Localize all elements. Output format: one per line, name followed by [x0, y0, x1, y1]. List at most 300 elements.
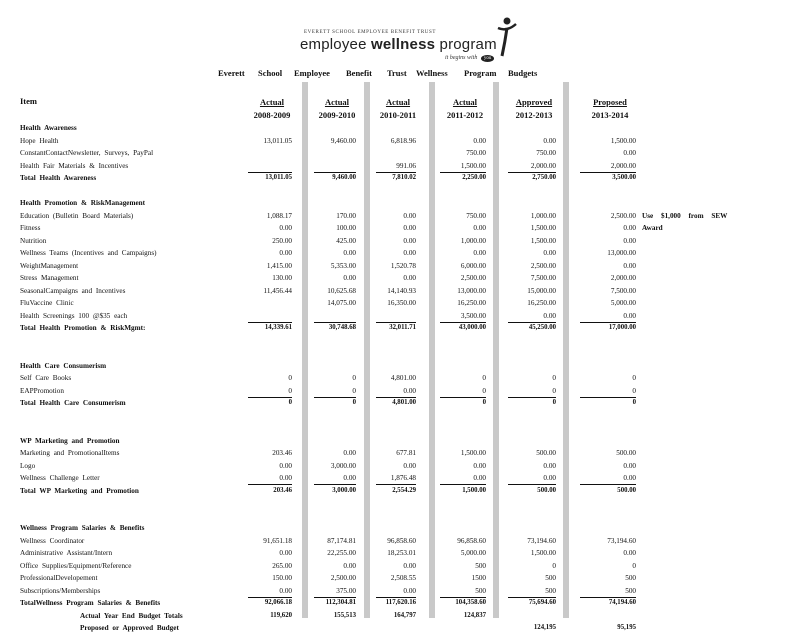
- column-header: [310, 96, 364, 122]
- subtotal-rule: [376, 397, 416, 398]
- subtotal-rule: [580, 172, 636, 173]
- cell-value: 3,000.00: [330, 461, 356, 470]
- cell-value: 2,500.00: [330, 574, 356, 582]
- row-label: Subscriptions/Memberships: [20, 586, 101, 595]
- cell-value: 6,818.96: [390, 136, 416, 145]
- cell-value: 119,620: [270, 611, 292, 619]
- row-note: Use $1,000 from SEW: [642, 211, 728, 220]
- cell-value: 13,000.00: [607, 249, 636, 257]
- column-header-year: 2011-2012: [446, 110, 484, 120]
- cell-value: 0.00: [279, 249, 292, 257]
- cell-value: 0.00: [343, 249, 356, 257]
- cell-value: 0.00: [403, 386, 416, 395]
- row-label: Wellness Challenge Letter: [20, 474, 100, 482]
- cell-value: 6,000.00: [460, 261, 486, 270]
- subtotal-rule: [248, 484, 292, 485]
- cell-value: 170.00: [336, 211, 356, 220]
- cell-value: 2,750.00: [532, 174, 556, 181]
- cell-value: 2,000.00: [610, 274, 636, 282]
- cell-value: 0.00: [403, 236, 416, 245]
- cell-value: 95,195: [617, 624, 636, 631]
- cell-value: 0.00: [279, 586, 292, 595]
- row-label: Fitness: [20, 224, 41, 232]
- cell-value: 124,195: [533, 624, 556, 631]
- logo-title-bold: wellness: [371, 36, 436, 53]
- table-row: [0, 512, 800, 522]
- table-row: [0, 462, 800, 472]
- subtotal-rule: [440, 484, 486, 485]
- cell-value: 0: [288, 399, 292, 406]
- subtotal-rule: [508, 397, 556, 398]
- cell-value: 750.00: [466, 149, 486, 157]
- cell-value: 30,748.68: [328, 324, 356, 331]
- cell-value: 0.00: [403, 461, 416, 470]
- cell-value: 203.46: [273, 486, 292, 494]
- cell-value: 124,837: [463, 611, 486, 619]
- cell-value: 0.00: [473, 461, 486, 470]
- column-header-year: 2008-2009: [253, 110, 291, 120]
- cell-value: 500.00: [617, 486, 636, 494]
- table-row: [0, 312, 800, 322]
- cell-value: 1,000.00: [460, 236, 486, 245]
- cell-value: 0.00: [473, 136, 486, 145]
- row-label: SeasonalCampaigns and Incentives: [20, 286, 126, 295]
- cell-value: 13,011.05: [263, 136, 292, 145]
- logo-tagline: [445, 55, 494, 62]
- row-note: Award: [642, 224, 663, 232]
- row-label: Health Awareness: [20, 124, 77, 132]
- row-label: Logo: [20, 461, 36, 470]
- table-row: [0, 249, 800, 259]
- column-header-type: Actual: [259, 97, 285, 107]
- cell-value: 5,353.00: [330, 261, 356, 270]
- row-label: Total Health Care Consumerism: [20, 399, 126, 407]
- cell-value: 164,797: [393, 611, 416, 619]
- table-row: [0, 262, 800, 272]
- cell-value: 2,500.00: [460, 274, 486, 282]
- cell-value: 500.00: [616, 449, 636, 457]
- cell-value: 75,694.60: [528, 599, 556, 606]
- row-label: Proposed or Approved Budget: [80, 624, 179, 632]
- row-label: Total Health Promotion & RiskMgmt:: [20, 324, 146, 332]
- subtotal-rule: [440, 397, 486, 398]
- cell-value: 0: [352, 399, 356, 406]
- table-row: [0, 362, 800, 372]
- subtotal-rule: [248, 172, 292, 173]
- cell-value: 5,000.00: [610, 299, 636, 307]
- subtotal-rule: [508, 172, 556, 173]
- row-label: Total Health Awareness: [20, 174, 97, 182]
- cell-value: 0: [482, 399, 486, 406]
- cell-value: 203.46: [272, 449, 292, 457]
- cell-value: 0.00: [279, 474, 292, 482]
- cell-value: 1,500.00: [462, 486, 486, 494]
- cell-value: 0: [632, 399, 636, 406]
- cell-value: 92,066.18: [264, 599, 292, 606]
- cell-value: 4,801.00: [392, 399, 416, 406]
- cell-value: 0.00: [473, 474, 486, 482]
- row-label: WeightManagement: [20, 261, 79, 270]
- cell-value: 0: [552, 561, 556, 570]
- subtotal-rule: [314, 597, 356, 598]
- subtotal-rule: [376, 484, 416, 485]
- cell-value: 750.00: [536, 149, 556, 157]
- cell-value: 0.00: [623, 549, 636, 557]
- logo-org-line: EVERETT SCHOOL EMPLOYEE BENEFIT TRUST: [304, 30, 437, 35]
- cell-value: 1,088.17: [266, 211, 292, 220]
- cell-value: 0: [552, 399, 556, 406]
- row-label: Office Supplies/Equipment/Reference: [20, 561, 132, 570]
- cell-value: 0.00: [623, 261, 636, 270]
- table-row: [0, 487, 800, 497]
- column-header-year: 2013-2014: [591, 110, 629, 120]
- title-word: Everett: [218, 68, 245, 78]
- cell-value: 7,500.00: [610, 286, 636, 295]
- cell-value: 0.00: [279, 549, 292, 557]
- cell-value: 0: [632, 374, 636, 382]
- cell-value: 1,500.00: [460, 161, 486, 170]
- table-row: [0, 337, 800, 347]
- row-label: EAPPromotion: [20, 386, 64, 395]
- cell-value: 0.00: [403, 561, 416, 570]
- cell-value: 2,250.00: [462, 174, 486, 181]
- cell-value: 0.00: [473, 224, 486, 232]
- cell-value: 0.00: [623, 149, 636, 157]
- cell-value: 2,554.29: [392, 486, 416, 494]
- subtotal-rule: [580, 597, 636, 598]
- cell-value: 0.00: [623, 236, 636, 245]
- cell-value: 15,000.00: [527, 286, 556, 295]
- subtotal-rule: [248, 397, 292, 398]
- cell-value: 3,500.00: [612, 174, 636, 181]
- cell-value: 117,620.16: [385, 599, 416, 606]
- cell-value: 3,500.00: [460, 311, 486, 320]
- item-column-header: Item: [20, 96, 37, 106]
- cell-value: 0.00: [623, 224, 636, 232]
- cell-value: 0.00: [279, 224, 292, 232]
- cell-value: 677.81: [396, 449, 416, 457]
- cell-value: 14,339.61: [264, 324, 292, 331]
- column-header-year: 2010-2011: [379, 110, 417, 120]
- table-row: [0, 612, 800, 622]
- column-header-type: Actual: [385, 97, 411, 107]
- row-label: Wellness Coordinator: [20, 536, 85, 545]
- cell-value: 155,513: [333, 611, 356, 619]
- document-title: [0, 68, 800, 80]
- table-row: [0, 437, 800, 447]
- cell-value: 14,075.00: [327, 299, 356, 307]
- cell-value: 750.00: [466, 211, 486, 220]
- cell-value: 0.00: [343, 449, 356, 457]
- table-row: [0, 299, 800, 309]
- table-row: [0, 449, 800, 459]
- row-label: Marketing and PromotionalItems: [20, 449, 120, 457]
- cell-value: 0.00: [343, 274, 356, 282]
- cell-value: 991.06: [396, 161, 416, 170]
- row-label: ConstantContactNewsletter, Surveys, PayPal: [20, 149, 154, 157]
- cell-value: 0.00: [623, 461, 636, 470]
- subtotal-rule: [508, 484, 556, 485]
- cell-value: 0: [632, 561, 636, 570]
- cell-value: 13,011.05: [265, 174, 292, 181]
- figure-icon: [496, 16, 518, 58]
- cell-value: 0.00: [403, 274, 416, 282]
- cell-value: 11,456.44: [263, 286, 292, 295]
- row-label: FluVaccine Clinic: [20, 299, 74, 307]
- cell-value: 2,508.55: [390, 574, 416, 582]
- cell-value: 91,651.18: [263, 536, 292, 545]
- row-label: Administrative Assistant/Intern: [20, 549, 113, 557]
- row-label: Health Screenings 100 @$35 each: [20, 311, 128, 320]
- cell-value: 13,000.00: [457, 286, 486, 295]
- table-row: [0, 474, 800, 484]
- table-row: [0, 399, 800, 409]
- cell-value: 22,255.00: [327, 549, 356, 557]
- cell-value: 1,500.00: [530, 549, 556, 557]
- cell-value: 1,500.00: [610, 136, 636, 145]
- subtotal-rule: [314, 484, 356, 485]
- cell-value: 500: [625, 574, 636, 582]
- cell-value: 7,810.02: [392, 174, 416, 181]
- row-label: Health Fair Materials & Incentives: [20, 161, 129, 170]
- logo-tagline-text: it begins with: [445, 55, 478, 61]
- cell-value: 16,250.00: [527, 299, 556, 307]
- cell-value: 4,801.00: [390, 374, 416, 382]
- cell-value: 104,358.60: [455, 599, 486, 606]
- column-header-year: 2009-2010: [318, 110, 356, 120]
- table-row: [0, 537, 800, 547]
- table-row: [0, 162, 800, 172]
- subtotal-rule: [376, 597, 416, 598]
- cell-value: 9,460.00: [330, 136, 356, 145]
- logo-title-post: program: [435, 36, 497, 53]
- cell-value: 0: [482, 386, 486, 395]
- cell-value: 2,500.00: [530, 261, 556, 270]
- row-label: WP Marketing and Promotion: [20, 436, 120, 445]
- cell-value: 2,000.00: [610, 161, 636, 170]
- cell-value: 45,250.00: [528, 324, 556, 331]
- cell-value: 1,876.48: [390, 474, 416, 482]
- row-label: Self Care Books: [20, 374, 72, 382]
- table-row: [0, 124, 800, 134]
- table-row: [0, 237, 800, 247]
- cell-value: 0: [288, 386, 292, 395]
- cell-value: 0.00: [343, 561, 356, 570]
- title-word: Wellness: [416, 68, 448, 78]
- cell-value: 0: [632, 386, 636, 395]
- cell-value: 250.00: [272, 236, 292, 245]
- subtotal-rule: [314, 397, 356, 398]
- cell-value: 1,500.00: [530, 236, 556, 245]
- cell-value: 500: [545, 574, 556, 582]
- cell-value: 130.00: [272, 274, 292, 282]
- cell-value: 500: [475, 561, 486, 570]
- row-label: Health Care Consumerism: [20, 361, 107, 370]
- table-row: [0, 524, 800, 534]
- cell-value: 0: [482, 374, 486, 382]
- table-row: [0, 562, 800, 572]
- logo-title: [300, 36, 497, 53]
- cell-value: 73,194.60: [607, 536, 636, 545]
- cell-value: 1,500.00: [460, 449, 486, 457]
- cell-value: 0.00: [343, 474, 356, 482]
- subtotal-rule: [580, 397, 636, 398]
- cell-value: 1500: [471, 574, 486, 582]
- cell-value: 500.00: [536, 449, 556, 457]
- subtotal-rule: [314, 322, 356, 323]
- cell-value: 100.00: [336, 224, 356, 232]
- cell-value: 500: [625, 586, 636, 595]
- cell-value: 5,000.00: [460, 549, 486, 557]
- table-row: [0, 574, 800, 584]
- table-row: [0, 137, 800, 147]
- table-row: [0, 149, 800, 159]
- row-label: Wellness Program Salaries & Benefits: [20, 524, 145, 532]
- subtotal-rule: [440, 597, 486, 598]
- column-header-type: Actual: [324, 97, 350, 107]
- cell-value: 265.00: [272, 561, 292, 570]
- column-header-type: Approved: [515, 97, 553, 107]
- subtotal-rule: [314, 172, 356, 173]
- table-row: [0, 287, 800, 297]
- title-word: Employee: [294, 68, 330, 78]
- subtotal-rule: [508, 322, 556, 323]
- subtotal-rule: [508, 597, 556, 598]
- cell-value: 0: [552, 374, 556, 382]
- column-header-type: Proposed: [593, 97, 627, 107]
- cell-value: 1,000.00: [530, 211, 556, 220]
- subtotal-rule: [440, 322, 486, 323]
- cell-value: 0: [552, 386, 556, 395]
- column-header: [372, 96, 424, 122]
- title-word: School: [258, 68, 283, 78]
- title-word: Benefit: [346, 68, 372, 78]
- cell-value: 14,140.93: [387, 286, 416, 295]
- cell-value: 10,625.68: [327, 286, 356, 295]
- table-row: [0, 349, 800, 359]
- cell-value: 0.00: [403, 224, 416, 232]
- cell-value: 500: [475, 586, 486, 595]
- cell-value: 0.00: [543, 136, 556, 145]
- cell-value: 16,250.00: [457, 299, 486, 307]
- title-word: Program: [464, 68, 497, 78]
- column-header-year: 2012-2013: [515, 110, 553, 120]
- row-label: TotalWellness Program Salaries & Benefits: [20, 599, 161, 607]
- cell-value: 0.00: [543, 249, 556, 257]
- subtotal-rule: [580, 322, 636, 323]
- cell-value: 0.00: [403, 249, 416, 257]
- row-label: ProfessionalDevelopement: [20, 574, 98, 582]
- cell-value: 0.00: [623, 474, 636, 482]
- table-row: [0, 174, 800, 184]
- cell-value: 7,500.00: [530, 274, 556, 282]
- column-header-type: Actual: [452, 97, 478, 107]
- cell-value: 0.00: [543, 461, 556, 470]
- cell-value: 9,460.00: [332, 174, 356, 181]
- cell-value: 74,194.60: [608, 599, 636, 606]
- cell-value: 0: [352, 374, 356, 382]
- table-row: [0, 599, 800, 609]
- table-row: [0, 274, 800, 284]
- subtotal-rule: [248, 597, 292, 598]
- cell-value: 18,253.01: [387, 549, 416, 557]
- cell-value: 500.00: [537, 486, 556, 494]
- cell-value: 2,500.00: [610, 211, 636, 220]
- cell-value: 150.00: [272, 574, 292, 582]
- cell-value: 73,194.60: [527, 536, 556, 545]
- cell-value: 0: [352, 386, 356, 395]
- table-row: [0, 412, 800, 422]
- cell-value: 0.00: [473, 249, 486, 257]
- table-row: [0, 499, 800, 509]
- subtotal-rule: [248, 322, 292, 323]
- title-word: Trust: [387, 68, 407, 78]
- row-label: Actual Year End Budget Totals: [80, 611, 183, 620]
- cell-value: 1,415.00: [266, 261, 292, 270]
- cell-value: 0.00: [623, 311, 636, 320]
- cell-value: 500: [545, 586, 556, 595]
- cell-value: 43,000.00: [458, 324, 486, 331]
- row-label: Hope Health: [20, 136, 59, 145]
- row-label: Stress Management: [20, 274, 79, 282]
- cell-value: 3,000.00: [332, 486, 356, 494]
- cell-value: 0.00: [543, 311, 556, 320]
- row-label: Total WP Marketing and Promotion: [20, 486, 139, 495]
- table-row: [0, 549, 800, 559]
- title-word: Budgets: [508, 68, 538, 78]
- table-row: [0, 324, 800, 334]
- subtotal-rule: [376, 322, 416, 323]
- table-row: [0, 587, 800, 597]
- subtotal-rule: [580, 484, 636, 485]
- cell-value: 0: [288, 374, 292, 382]
- column-header: [576, 96, 644, 122]
- cell-value: 0.00: [279, 461, 292, 470]
- subtotal-rule: [440, 172, 486, 173]
- subtotal-rule: [376, 172, 416, 173]
- cell-value: 1,500.00: [530, 224, 556, 232]
- cell-value: 0.00: [403, 211, 416, 220]
- cell-value: 375.00: [336, 586, 356, 595]
- cell-value: 96,858.60: [457, 536, 486, 545]
- cell-value: 425.00: [336, 236, 356, 245]
- table-row: [0, 387, 800, 397]
- wellness-program-logo: [300, 22, 530, 74]
- column-header: [436, 96, 494, 122]
- cell-value: 87,174.81: [327, 536, 356, 545]
- column-header: [244, 96, 300, 122]
- table-row: [0, 187, 800, 197]
- logo-title-pre: employee: [300, 36, 372, 53]
- row-label: Nutrition: [20, 236, 47, 245]
- column-header: [504, 96, 564, 122]
- cell-value: 96,858.60: [387, 536, 416, 545]
- cell-value: 112,304.81: [325, 599, 356, 606]
- table-row: [0, 374, 800, 384]
- table-row: [0, 199, 800, 209]
- cell-value: 0.00: [543, 474, 556, 482]
- row-label: Education (Bulletin Board Materials): [20, 211, 134, 220]
- cell-value: 16,350.00: [387, 299, 416, 307]
- table-row: [0, 624, 800, 634]
- cell-value: 0.00: [403, 586, 416, 595]
- cell-value: 2,000.00: [530, 161, 556, 170]
- cell-value: 17,000.00: [608, 324, 636, 331]
- table-row: [0, 424, 800, 434]
- cell-value: 32,011.71: [389, 324, 416, 331]
- logo-badge: you: [481, 55, 495, 62]
- table-row: [0, 224, 800, 234]
